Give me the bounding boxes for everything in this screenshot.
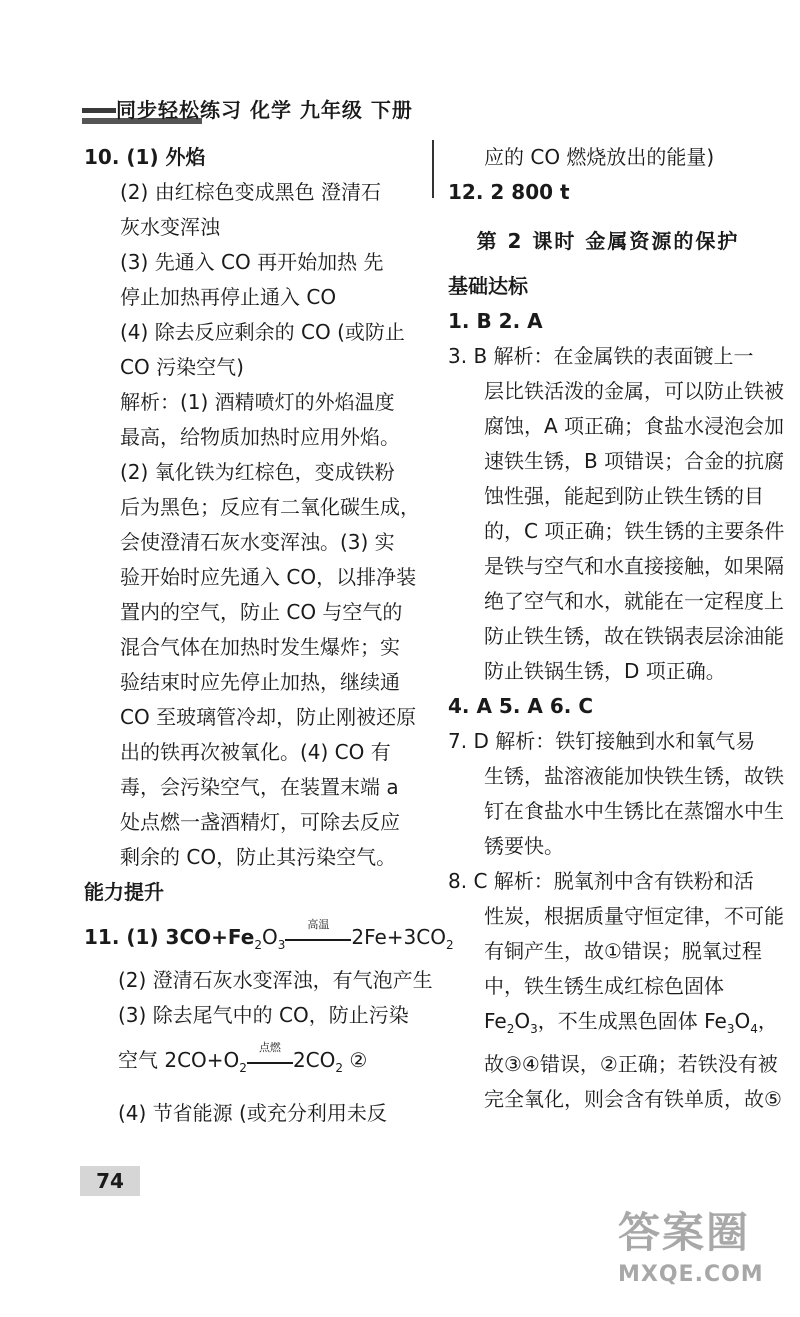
- formula-text: O: [734, 1009, 751, 1033]
- q3-line: 腐蚀，A 项正确；食盐水浸泡会加: [484, 414, 785, 438]
- q10-explanation: 出的铁再次被氧化。(4) CO 有: [120, 740, 391, 764]
- q10-explanation: 剩余的 CO，防止其污染空气。: [120, 845, 397, 869]
- watermark: [618, 1200, 788, 1310]
- reaction-condition: 高温: [307, 917, 330, 931]
- equation-text: ②: [343, 1048, 368, 1072]
- section-heading-ability: 能力提升: [84, 880, 164, 904]
- subscript: 2: [239, 1061, 247, 1075]
- q8-line: 8. C 解析：脱氧剂中含有铁粉和活: [448, 869, 754, 893]
- q10-line: 停止加热再停止通入 CO: [120, 285, 337, 309]
- subscript: 4: [750, 1022, 758, 1036]
- watermark-logo: 答案圈: [618, 1208, 751, 1257]
- q3-line: 3. B 解析：在金属铁的表面镀上一: [448, 344, 754, 368]
- q10-explanation: 混合气体在加热时发生爆炸；实: [120, 635, 400, 659]
- subscript: 3: [277, 938, 286, 952]
- q10-explanation: 置内的空气，防止 CO 与空气的: [120, 600, 403, 624]
- q10-line: 灰水变浑浊: [120, 215, 220, 239]
- q3-line: 蚀性强，能起到防止铁生锈的目: [484, 484, 764, 508]
- formula-text: ，不生成黑色固体 Fe: [537, 1009, 727, 1033]
- q10-explanation: 毒，会污染空气，在装置末端 a: [120, 775, 399, 799]
- answers-4-6: 4. A 5. A 6. C: [448, 694, 593, 718]
- q3-line: 的，C 项正确；铁生锈的主要条件: [484, 519, 785, 543]
- left-column: [84, 140, 454, 1131]
- q8-formula-line: [448, 1004, 778, 1047]
- q10-line: 10. (1) 外焰: [84, 145, 206, 169]
- formula-text: O: [514, 1009, 531, 1033]
- q10-explanation: (2) 氧化铁为红棕色，变成铁粉: [120, 460, 395, 484]
- q10-explanation: 验开始时应先通入 CO，以排净装: [120, 565, 417, 589]
- page-header: [82, 94, 413, 130]
- q10-explanation: 后为黑色；反应有二氧化碳生成，: [120, 495, 420, 519]
- subscript: 3: [530, 1022, 538, 1036]
- q8-line: 有铜产生，故①错误；脱氧过程: [484, 939, 762, 963]
- q3-line: 速铁生锈，B 项错误；合金的抗腐: [484, 449, 785, 473]
- q8-line: 性炭，根据质量守恒定律，不可能: [484, 904, 784, 928]
- page-number: 74: [80, 1166, 140, 1196]
- q3-line: 层比铁活泼的金属，可以防止铁被: [484, 379, 784, 403]
- subscript: 2: [254, 938, 262, 952]
- q12-answer: 12. 2 800 t: [448, 180, 570, 204]
- q10-line: (4) 除去反应剩余的 CO (或防止: [120, 320, 405, 344]
- q3-line: 防止铁锅生锈，D 项正确。: [484, 659, 726, 683]
- lesson-title: 第 2 课时 金属资源的保护: [476, 229, 740, 253]
- q3-line: 防止铁生锈，故在铁锅表层涂油能: [484, 624, 784, 648]
- q10-explanation: 会使澄清石灰水变浑浊。(3) 实: [120, 530, 395, 554]
- q10-explanation: 处点燃一盏酒精灯，可除去反应: [120, 810, 400, 834]
- q7-line: 锈要快。: [484, 834, 564, 858]
- equation-text: 11. (1) 3CO+Fe: [84, 925, 255, 949]
- q11-equation-2: [84, 1040, 414, 1086]
- q8-line: 故③④错误，②正确；若铁没有被: [484, 1052, 778, 1076]
- q10-explanation: 解析：(1) 酒精喷灯的外焰温度: [120, 390, 395, 414]
- q10-line: (2) 由红棕色变成黑色 澄清石: [120, 180, 382, 204]
- q7-line: 钉在食盐水中生锈比在蒸馏水中生: [484, 799, 784, 823]
- answers-1-2: 1. B 2. A: [448, 309, 543, 333]
- watermark-url: MXQE.COM: [618, 1262, 764, 1287]
- header-title: 同步轻松练习 化学 九年级 下册: [116, 98, 413, 122]
- subscript: 3: [726, 1022, 735, 1036]
- equation-text: 2Fe+3CO: [351, 925, 446, 949]
- equation-text: O: [261, 925, 278, 949]
- reaction-arrow: [285, 917, 351, 949]
- q10-explanation: 验结束时应先停止加热，继续通: [120, 670, 400, 694]
- reaction-condition: 点燃: [258, 1040, 281, 1054]
- equation-text: 2CO: [292, 1048, 336, 1072]
- reaction-arrow: [247, 1040, 293, 1072]
- q11-equation-1: [84, 917, 454, 963]
- q10-explanation: CO 至玻璃管冷却，防止刚被还原: [120, 705, 417, 729]
- q10-line: (3) 先通入 CO 再开始加热 先: [120, 250, 384, 274]
- header-decoration: [82, 108, 116, 113]
- q3-line: 绝了空气和水，就能在一定程度上: [484, 589, 784, 613]
- q8-line: 完全氧化，则会含有铁单质，故⑤: [484, 1087, 782, 1111]
- q11-continuation: 应的 CO 燃烧放出的能量): [484, 145, 715, 169]
- formula-text: Fe: [484, 1009, 507, 1033]
- q8-line: 中，铁生锈生成红棕色固体: [484, 974, 724, 998]
- subscript: 2: [335, 1061, 344, 1075]
- formula-text: ，: [757, 1009, 778, 1033]
- q10-explanation: 最高，给物质加热时应用外焰。: [120, 425, 400, 449]
- right-column: [448, 140, 785, 1117]
- q7-line: 7. D 解析：铁钉接触到水和氧气易: [448, 729, 756, 753]
- column-divider: [432, 140, 434, 198]
- q7-line: 生锈，盐溶液能加快铁生锈，故铁: [484, 764, 784, 788]
- equation-text: 空气 2CO+O: [118, 1048, 240, 1072]
- q10-line: CO 污染空气): [120, 355, 244, 379]
- section-heading-basic: 基础达标: [448, 274, 528, 298]
- q11-line: (4) 节省能源 (或充分利用未反: [118, 1101, 387, 1125]
- subscript: 2: [446, 938, 454, 952]
- q11-line: (2) 澄清石灰水变浑浊，有气泡产生: [118, 968, 433, 992]
- subscript: 2: [506, 1022, 515, 1036]
- q11-line: (3) 除去尾气中的 CO，防止污染: [118, 1003, 409, 1027]
- q3-line: 是铁与空气和水直接接触，如果隔: [484, 554, 784, 578]
